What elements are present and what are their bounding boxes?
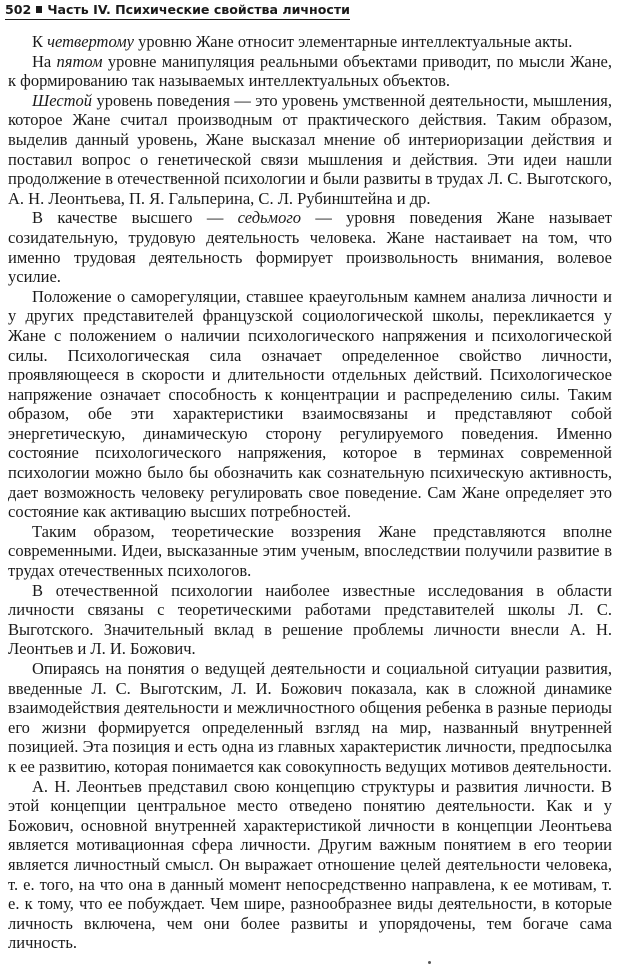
paragraph-8: Опираясь на понятия о ведущей деятельности и социальной ситуации развития, введенные Л. С. Выготским, Л. И. Божович показала, как в сложной динамике взаимодействия деятельности и межличностного общения ребенка в разные периоды его жизни формируется определенный взгляд на мир, названный внутренней позицией. Эта позиция и есть одна из главных характеристик личности, предпосылка к ее развитию, которая понимается как совокупность ведущих мотивов деятельности. bbox=[8, 659, 612, 776]
emphasis-fifth: пятом bbox=[56, 51, 103, 71]
paragraph-9: А. Н. Леонтьев представил свою концепцию структуры и развития личности. В этой концепции центральное место отведено понятию деятельности. Как и у Божович, основной внутренней характеристикой личности в концепции Леонтьева является мотивационная сфера личности. Другим важным понятием в его теории является личностный смысл. Он выражает отношение целей деятельности человека, т. е. того, на что она в данный момент непосредственно направлена, к ее мотивам, т. е. к тому, что ее побуждает. Чем шире, разнообразнее виды деятельности, в которые личность включена, чем они более развиты и упорядочены, тем богаче сама личность. bbox=[8, 776, 612, 953]
paragraph-3: Шестой уровень поведения — это уровень умственной деятельности, мышления, которое Жане считал производным от практического действия. Таким образом, выделив данный уровень, Жане высказал мнение об интериоризации действия и поставил вопрос о генетической связи мышления и действия. Эти идеи нашли продолжение в отечественной психологии и были развиты в трудах Л. С. Выготского, А. Н. Леонтьева, П. Я. Гальперина, С. Л. Рубинштейна и др. bbox=[8, 90, 612, 208]
running-header bbox=[5, 0, 350, 20]
paragraph-1: К четвертому уровню Жане относит элементарные интеллектуальные акты. bbox=[32, 32, 573, 51]
paragraph-5: Положение о саморегуляции, ставшее краеугольным камнем анализа личности и у других представителей французской социологической школы, перекликается у Жане с положением о наличии психологического напряжения и психологической силы. Психологическая сила означает определенное свойство личности, проявляющееся в скорости и длительности отдельных действий. Психологическое напряжение означает способность к концентрации и распределению силы. Таким образом, обе эти характеристики взаимосвязаны и представляют собой энергетическую, динамическую сторону регулируемого поведения. Именно состояние психологического напряжения, которое в терминах современной психологии можно было бы обозначить как сознательную психическую активность, дает возможность человеку регулировать свое поведение. Сам Жане определяет это состояние как активацию высших потребностей. bbox=[8, 286, 612, 522]
print-speck bbox=[428, 961, 431, 964]
square-bullet-icon bbox=[36, 6, 42, 13]
section-title: Часть IV. Психические свойства личности bbox=[47, 2, 350, 17]
paragraph-6: Таким образом, теоретические воззрения Жане представляются вполне современными. Идеи, высказанные этим ученым, впоследствии получили развитие в трудах отечественных психологов. bbox=[8, 521, 612, 581]
emphasis-seventh: седьмого bbox=[237, 208, 302, 228]
paragraph-4: В качестве высшего — седьмого — уровня поведения Жане называет созидательную, трудовую деятельность человека. Жане настаивает на том, что именно трудовая деятельность формирует произвольность внимания, волевое усилие. bbox=[8, 208, 612, 287]
emphasis-sixth: Шестой bbox=[32, 90, 93, 110]
emphasis-fourth: четвертому bbox=[47, 32, 134, 51]
page-number: 502 bbox=[5, 2, 32, 17]
body-text bbox=[8, 32, 612, 953]
paragraph-2: На пятом уровне манипуляция реальными объектами приводит, по мысли Жане, к формированию так называемых интеллектуальных объектов. bbox=[8, 51, 612, 91]
paragraph-7: В отечественной психологии наиболее известные исследования в области личности связаны с теоретическими работами представителей школы Л. С. Выготского. Значительный вклад в решение проблемы личности внесли А. Н. Леонтьев и Л. И. Божович. bbox=[8, 580, 612, 659]
